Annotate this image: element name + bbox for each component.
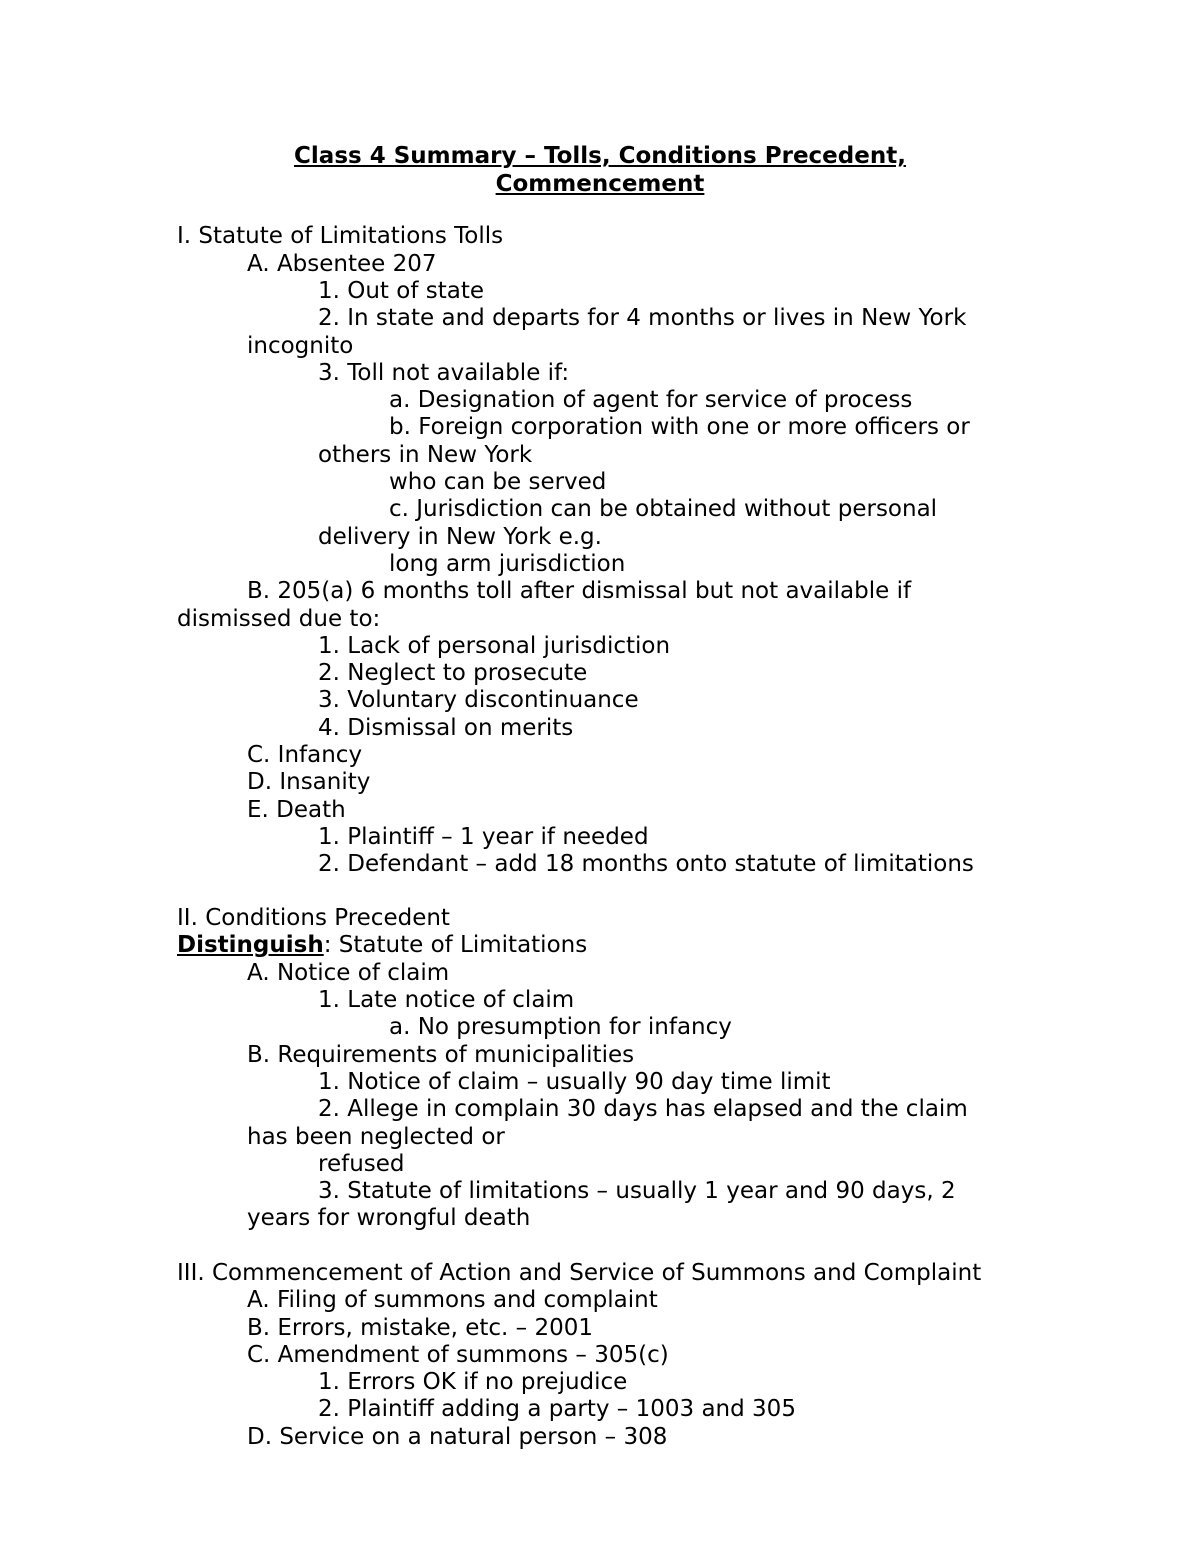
outline-item: 1. Late notice of claim xyxy=(318,987,575,1013)
outline-item: 2. Allege in complain 30 days has elapsed and the claim xyxy=(318,1096,968,1122)
section-3-heading: III. Commencement of Action and Service of Summons and Complaint xyxy=(177,1260,982,1286)
outline-item: 1. Errors OK if no prejudice xyxy=(318,1369,628,1395)
outline-item: 2. In state and departs for 4 months or lives in New York xyxy=(318,305,967,331)
section-2-heading: II. Conditions Precedent xyxy=(177,905,450,931)
distinguish-label: Distinguish xyxy=(177,932,324,958)
outline-item: C. Amendment of summons – 305(c) xyxy=(247,1342,669,1368)
document-title-line-1: Class 4 Summary – Tolls, Conditions Precedent, xyxy=(294,143,906,169)
outline-item-continuation: who can be served xyxy=(389,469,607,495)
outline-item-continuation: delivery in New York e.g. xyxy=(318,524,602,550)
outline-item-continuation: dismissed due to: xyxy=(177,606,381,632)
outline-item: 4. Dismissal on merits xyxy=(318,715,574,741)
outline-item: c. Jurisdiction can be obtained without personal xyxy=(389,496,938,522)
outline-item: 3. Voluntary discontinuance xyxy=(318,687,639,713)
outline-item-continuation: long arm jurisdiction xyxy=(389,551,626,577)
outline-item-continuation: refused xyxy=(318,1151,405,1177)
outline-item: 3. Statute of limitations – usually 1 year and 90 days, 2 xyxy=(318,1178,956,1204)
outline-item: a. No presumption for infancy xyxy=(389,1014,732,1040)
outline-item: A. Absentee 207 xyxy=(247,251,437,277)
distinguish-text: : Statute of Limitations xyxy=(323,932,588,958)
outline-item: 1. Notice of claim – usually 90 day time limit xyxy=(318,1069,831,1095)
outline-item-continuation: incognito xyxy=(247,333,354,359)
outline-item: a. Designation of agent for service of process xyxy=(389,387,913,413)
outline-item-continuation: has been neglected or xyxy=(247,1124,505,1150)
outline-item: 3. Toll not available if: xyxy=(318,360,570,386)
outline-item: 1. Plaintiff – 1 year if needed xyxy=(318,824,649,850)
outline-item: b. Foreign corporation with one or more officers or xyxy=(389,414,970,440)
document-title-line-2: Commencement xyxy=(495,171,705,197)
distinguish-line xyxy=(177,932,587,959)
section-1-heading: I. Statute of Limitations Tolls xyxy=(177,223,504,249)
outline-item: 2. Neglect to prosecute xyxy=(318,660,588,686)
outline-item: E. Death xyxy=(247,797,346,823)
outline-item-continuation: others in New York xyxy=(318,442,533,468)
outline-item: A. Filing of summons and complaint xyxy=(247,1287,658,1313)
outline-item: C. Infancy xyxy=(247,742,363,768)
outline-item: 1. Out of state xyxy=(318,278,485,304)
outline-item: 1. Lack of personal jurisdiction xyxy=(318,633,671,659)
outline-item: B. Requirements of municipalities xyxy=(247,1042,635,1068)
outline-item: B. Errors, mistake, etc. – 2001 xyxy=(247,1315,594,1341)
outline-item-continuation: years for wrongful death xyxy=(247,1205,531,1231)
outline-item: D. Insanity xyxy=(247,769,371,795)
outline-item: B. 205(a) 6 months toll after dismissal but not available if xyxy=(247,578,912,604)
outline-item: D. Service on a natural person – 308 xyxy=(247,1424,668,1450)
outline-item: 2. Defendant – add 18 months onto statute of limitations xyxy=(318,851,974,877)
outline-item: A. Notice of claim xyxy=(247,960,450,986)
outline-item: 2. Plaintiff adding a party – 1003 and 305 xyxy=(318,1396,796,1422)
